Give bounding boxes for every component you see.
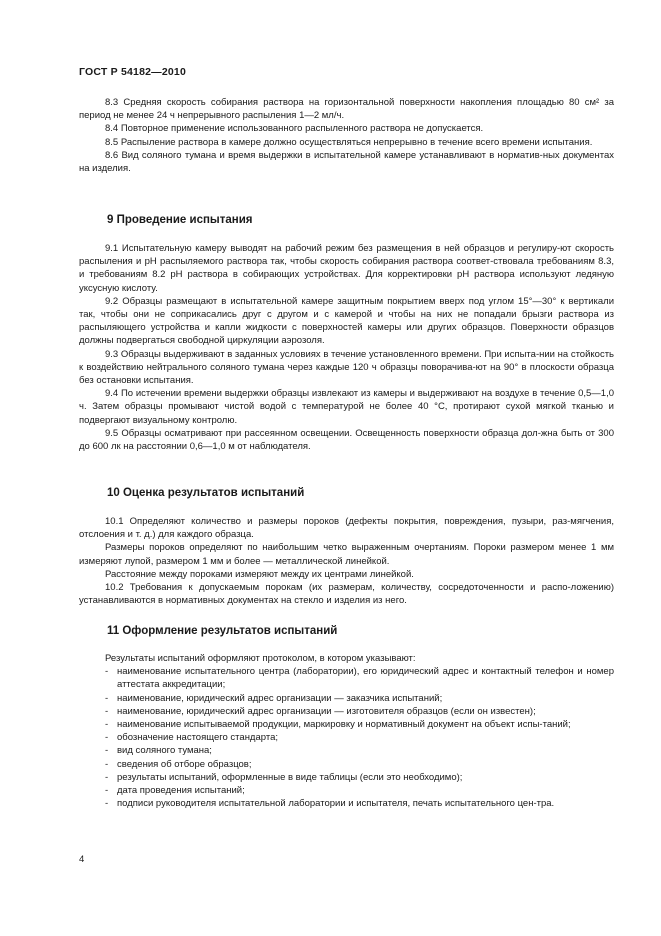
page-number: 4 (79, 854, 85, 865)
section-11-intro: Результаты испытаний оформляют протоколом, в котором указывают: (105, 653, 416, 664)
section-11-title: 11 Оформление результатов испытаний (107, 625, 338, 637)
section-10-body (79, 515, 614, 607)
list-item: - наименование, юридический адрес организации — заказчика испытаний; (105, 692, 443, 704)
section-8-continued (79, 96, 614, 175)
paragraph-9-4: 9.4 По истечении времени выдержки образцы извлекают из камеры и выдерживают на воздухе в течение 0,5—1,0 ч. Затем образцы промывают чистой водой с температурой не более 40 °C, протирают сухой мягкой тканью и подвергают визуальному контролю. (79, 388, 614, 426)
list-item: - результаты испытаний, оформленные в виде таблицы (если это необходимо); (105, 771, 463, 783)
paragraph-9-2: 9.2 Образцы размещают в испытательной камере защитным покрытием вверх под углом 15°—30° к вертикали так, чтобы они не соприкасались друг с другом и с камерой и чтобы на них не попадали брызги раствора из распыляющего устройства и капли жидкости с поверхностей камеры или других образцов. Поверхности образцов должны подвергаться свободной циркуляции аэрозоля. (79, 295, 614, 347)
paragraph-9-1: 9.1 Испытательную камеру выводят на рабочий режим без размещения в ней образцов и регулиру-ют скорость распыления и pH распыляемого раствора так, чтобы скорость собирания раствора соответ-ствовала требованиям 8.3, и требованиям 8.2 pH раствора в собирающих устройствах. Для корректировки pH раствора используют ледяную уксусную кислоту. (79, 243, 614, 294)
paragraph-10-1: 10.1 Определяют количество и размеры пороков (дефекты покрытия, повреждения, пузыри, раз-мягчения, отслоения и т. д.) для каждого образца. (79, 516, 614, 541)
paragraph-8-6: 8.6 Вид соляного тумана и время выдержки в испытательной камере устанавливают в норматив-ных документах на изделия. (79, 149, 614, 175)
paragraph-10-2: 10.2 Требования к допускаемым порокам (их размерам, количеству, сосредоточенности и распо-ложению) устанавливаются в нормативных документах на стекло и изделия из него. (79, 582, 614, 607)
paragraph-10-1-distance: Расстояние между пороками измеряют между их центрами линейкой. (105, 568, 414, 580)
standard-header: ГОСТ Р 54182—2010 (79, 66, 187, 78)
section-9-body (79, 242, 614, 453)
paragraph-8-5: 8.5 Распыление раствора в камере должно осуществляться непрерывно в течение всего времени испытания. (105, 136, 593, 148)
paragraph-8-4: 8.4 Повторное применение использованного распыленного раствора не допускается. (105, 123, 484, 135)
paragraph-9-3: 9.3 Образцы выдерживают в заданных условиях в течение установленного времени. При испыта-нии на стойкость к воздействию нейтрального соляного тумана через каждые 120 ч образцы поворачива-ют на 90° в плоскости образца без остановки испытания. (79, 348, 614, 387)
list-item: - обозначение настоящего стандарта; (105, 732, 279, 744)
protocol-items-list (79, 665, 614, 810)
list-item: - дата проведения испытаний; (105, 785, 245, 797)
list-item: - подписи руководителя испытательной лаборатории и испытателя, печать испытательного цен-тра. (105, 798, 555, 810)
list-item: - вид соляного тумана; (105, 745, 212, 757)
section-10 (79, 487, 614, 499)
section-11-body (79, 652, 614, 810)
list-item: - наименование, юридический адрес организации — изготовителя образцов (если он известен); (105, 705, 536, 717)
section-9 (79, 214, 614, 226)
list-item: - наименование испытываемой продукции, маркировку и нормативный документ на объект испы-таний; (105, 719, 571, 731)
section-11 (79, 625, 614, 637)
list-item: - сведения об отборе образцов; (105, 758, 252, 770)
section-9-title: 9 Проведение испытания (107, 214, 253, 226)
paragraph-8-3: 8.3 Средняя скорость собирания раствора на горизонтальной поверхности накопления площадью 80 см² за период не менее 24 ч непрерывного распыления 1—2 мл/ч. (79, 97, 614, 122)
list-item: - наименование испытательного центра (лаборатории), его юридический адрес и контактный телефон и номер аттестата аккредитации; (105, 666, 614, 691)
paragraph-10-1-sizes: Размеры пороков определяют по наибольшим четко выраженным очертаниям. Пороки размером менее 1 мм измеряют лупой, размером 1 мм и более — металлической линейкой. (79, 542, 614, 567)
section-10-title: 10 Оценка результатов испытаний (107, 487, 305, 499)
paragraph-9-5: 9.5 Образцы осматривают при рассеянном освещении. Освещенность поверхности образца дол-жна быть от 300 до 600 лк на расстоянии 0,6—1,0 м от наблюдателя. (79, 427, 614, 453)
